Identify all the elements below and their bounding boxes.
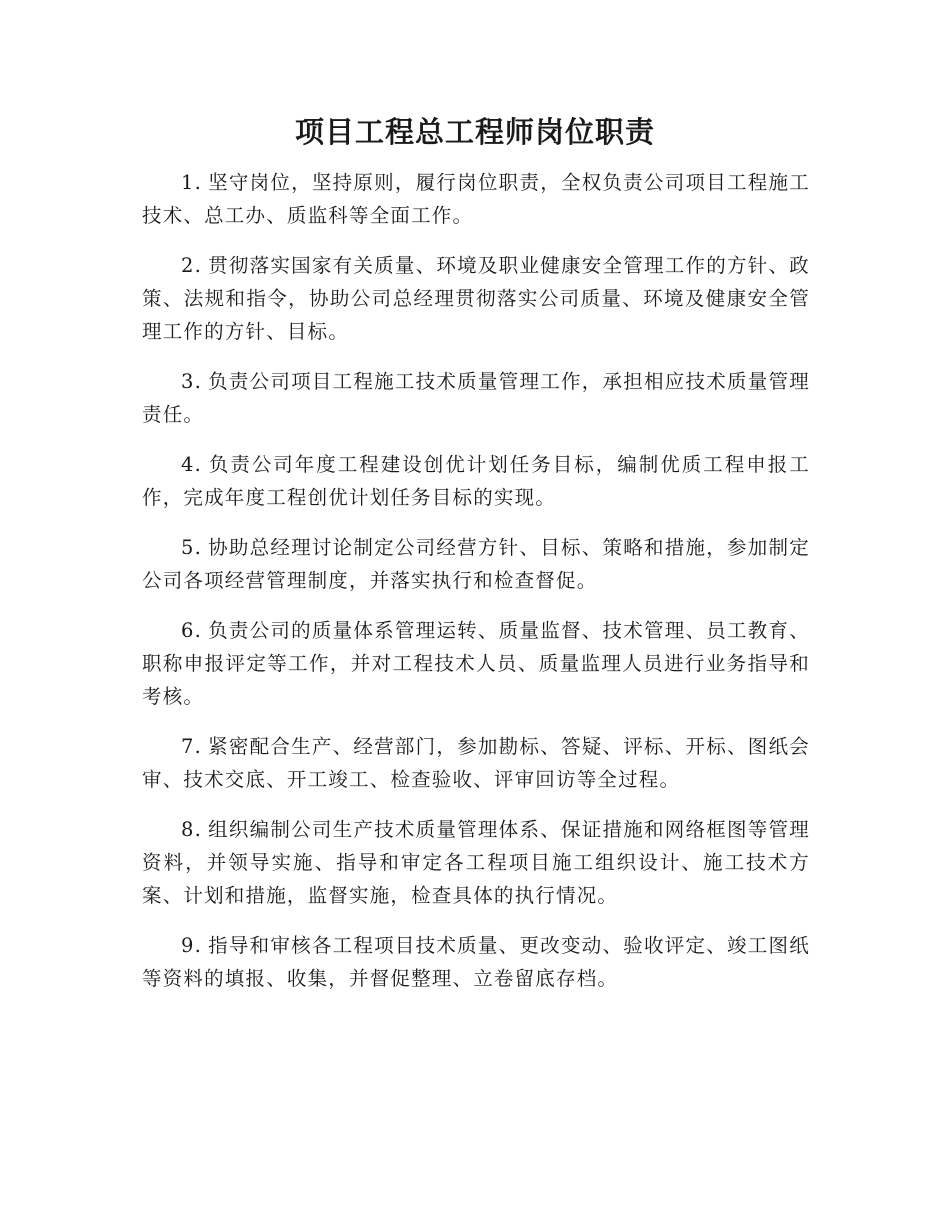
duty-item-8	[142, 813, 810, 912]
duty-number: 3.	[181, 370, 203, 393]
duty-number: 2.	[181, 254, 203, 277]
duty-text: 协助总经理讨论制定公司经营方针、目标、策略和措施，参加制定公司各项经营管理制度，并落实执行和检查督促。	[142, 536, 810, 592]
duty-list	[142, 166, 810, 1012]
duty-text: 坚守岗位，坚持原则，履行岗位职责，全权负责公司项目工程施工技术、总工办、质监科等全面工作。	[142, 171, 810, 227]
duty-text: 贯彻落实国家有关质量、环境及职业健康安全管理工作的方针、政策、法规和指令，协助公司总经理贯彻落实公司质量、环境及健康安全管理工作的方针、目标。	[142, 254, 810, 343]
duty-number: 1.	[181, 171, 203, 194]
duty-text: 紧密配合生产、经营部门，参加勘标、答疑、评标、开标、图纸会审、技术交底、开工竣工、检查验收、评审回访等全过程。	[142, 735, 810, 791]
duty-item-9	[142, 929, 810, 995]
duty-number: 8.	[181, 818, 203, 841]
duty-text: 负责公司年度工程建设创优计划任务目标，编制优质工程申报工作，完成年度工程创优计划任务目标的实现。	[142, 453, 810, 509]
duty-item-5	[142, 531, 810, 597]
duty-item-1	[142, 166, 810, 232]
page-title: 项目工程总工程师岗位职责	[294, 115, 655, 149]
duty-number: 9.	[181, 934, 203, 957]
duty-text: 指导和审核各工程项目技术质量、更改变动、验收评定、竣工图纸等资料的填报、收集，并督促整理、立卷留底存档。	[142, 934, 810, 990]
duty-number: 7.	[181, 735, 203, 758]
duty-item-7	[142, 730, 810, 796]
duty-item-3	[142, 365, 810, 431]
duty-item-2	[142, 249, 810, 348]
duty-number: 5.	[181, 536, 203, 559]
duty-text: 组织编制公司生产技术质量管理体系、保证措施和网络框图等管理资料，并领导实施、指导和审定各工程项目施工组织设计、施工技术方案、计划和措施，监督实施，检查具体的执行情况。	[142, 818, 810, 907]
duty-number: 4.	[181, 453, 203, 476]
duty-text: 负责公司的质量体系管理运转、质量监督、技术管理、员工教育、职称申报评定等工作，并对工程技术人员、质量监理人员进行业务指导和考核。	[142, 619, 810, 708]
duty-item-4	[142, 448, 810, 514]
duty-number: 6.	[181, 619, 203, 642]
duty-item-6	[142, 614, 810, 713]
duty-text: 负责公司项目工程施工技术质量管理工作，承担相应技术质量管理责任。	[142, 370, 810, 426]
